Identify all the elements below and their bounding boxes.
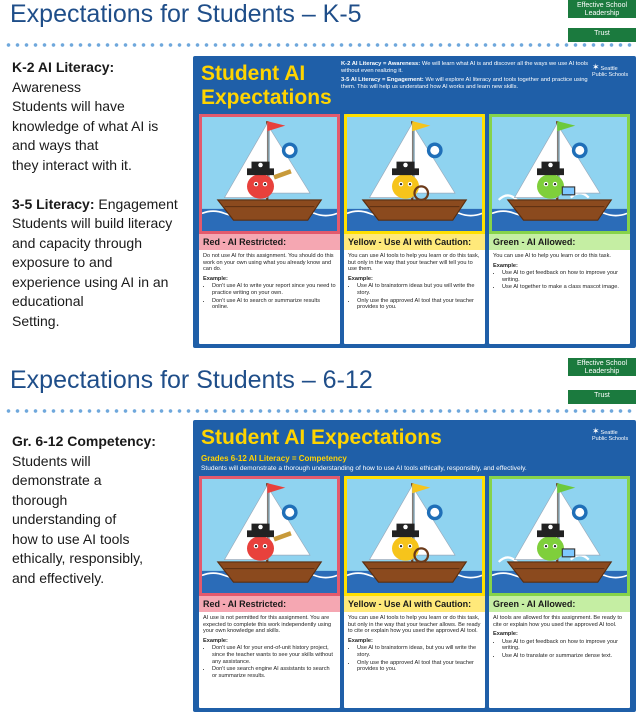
text-line: Students will build literacy [12,215,173,231]
panel-red [199,476,340,708]
text-line: Awareness [12,78,82,95]
octopus-boat-image [344,476,485,596]
octopus-boat-image [199,476,340,596]
panel-label: Red - AI Restricted: [199,596,340,612]
text-line: exposure to and [12,254,113,270]
octopus-boat-image [344,114,485,234]
poster-subtitle: Grades 6-12 AI Literacy = Competency [201,454,347,463]
panel-yellow [344,114,485,344]
pirate-boat-illustration [202,117,337,231]
example-bullet: • Use AI to brainstorm ideas but you will write the story. [357,283,481,296]
example-bullet: • Use AI together to make a class mascot image. [502,284,626,291]
text-line: understanding of [12,511,117,527]
panel-description: You can use AI tools to help you learn or do this task, but only in the way that your teacher will tell you to use them. [348,253,480,273]
example-bullet: • Don't use search engine AI assistants to search or summarize results. [212,666,336,679]
panel-body [344,250,485,344]
panel-label: Yellow - Use AI with Caution: [344,596,485,612]
pirate-boat-illustration [347,479,482,593]
tag-trust: Trust [568,28,636,42]
panel-label: Yellow - Use AI with Caution: [344,234,485,250]
star-icon: ✶ [592,62,600,72]
text-line: Setting. [12,312,60,329]
example-bullet: • Use AI to get feedback on how to improve your writing. [502,270,626,283]
example-bullet: • Only use the approved AI tool that your teacher provides to you. [357,298,481,311]
example-list [493,639,626,660]
example-heading: Example: [493,631,518,638]
panel-body [199,612,340,708]
school-logo: ✶Seattle Public Schools [592,62,629,78]
text-line: Gr. 6-12 Competency: [12,433,156,449]
panel-label: Red - AI Restricted: [199,234,340,250]
pirate-boat-illustration [492,479,627,593]
example-bullet: • Don't use AI for your end-of-unit history project, since the teacher wants to see your skills without any assistance. [212,645,336,665]
tag-effective-leadership: Effective School Leadership [568,358,636,376]
example-list [203,283,336,310]
example-heading: Example: [493,262,518,269]
example-bullet: • Don't use AI to write your report since you need to practice writing on your own. [212,283,336,296]
expectation-panels [199,114,630,344]
pirate-boat-illustration [492,117,627,231]
slide-title: Expectations for Students – 6-12 [10,366,373,394]
dotted-divider [4,42,636,48]
panel-body [344,612,485,708]
example-heading: Example: [348,637,373,644]
text-line: Students will [12,452,91,469]
panel-description: You can use AI to help you learn or do this task. [493,253,611,259]
star-icon: ✶ [592,426,600,436]
example-bullet: • Use AI to brainstorm ideas, but you will write the story. [357,645,481,658]
tag-trust: Trust [568,390,636,404]
example-list [493,270,626,291]
panel-label: Green - AI Allowed: [489,596,630,612]
text-line: 3-5 Literacy: Engagement [12,195,178,212]
text-line: knowledge of what AI is [12,117,159,134]
example-heading: Example: [203,637,228,644]
text-line: experience using AI in an [12,273,169,290]
panel-red [199,114,340,344]
text-line: and ways that [12,137,99,153]
example-bullet: • Only use the approved AI tool that your teacher provides to you. [357,660,481,673]
poster-description: K-2 AI Literacy = Awareness: We will learn what AI is and discover all the ways we use AI tools without even realizing it. 3-5 AI Literacy = Engagement: We will explore AI literacy and tools together and practice using them. This will help us understand how AI works and learn new skills. [341,61,588,90]
slide-6-12 [0,356,640,714]
example-bullet: • Use AI to translate or summarize dense text. [502,653,626,660]
panel-body [199,250,340,344]
example-heading: Example: [348,275,373,282]
text-line: demonstrate a [12,472,102,488]
example-bullet: • Use AI to get feedback on how to improve your writing. [502,639,626,652]
octopus-boat-image [199,114,340,234]
panel-label: Green - AI Allowed: [489,234,630,250]
panel-description: Do not use AI for this assignment. You should do this work on your own using what you already know and can do. [203,253,334,273]
pirate-boat-illustration [202,479,337,593]
text-line: educational [12,293,84,309]
octopus-boat-image [489,476,630,596]
panel-description: You can use AI tools to help you learn or do this task, but only in the way that your teacher allows. Be ready to cite or explain how you used the approved AI tool. [348,615,481,635]
example-heading: Example: [203,275,228,282]
text-line: how to use AI tools [12,530,130,547]
panel-green [489,476,630,708]
school-logo: ✶Seattle Public Schools [592,426,629,442]
tag-effective-leadership: Effective School Leadership [568,0,636,18]
text-line: Students will have [12,98,125,114]
slide-title: Expectations for Students – K-5 [10,0,362,28]
text-line: thorough [12,491,68,508]
panel-description: AI use is not permitted for this assignment. You are expected to complete this work independently using your own knowledge and skills. [203,615,332,635]
example-list [203,645,336,679]
panel-yellow [344,476,485,708]
expectation-panels [199,476,630,708]
panel-description: AI tools are allowed for this assignment. Be ready to cite or explain how you used the approved AI tool. [493,615,623,628]
example-list [348,645,481,672]
poster-description: Students will demonstrate a thorough understanding of how to use AI tools ethically, responsibly, and effectively. [201,465,527,472]
example-list [348,283,481,310]
dotted-divider [4,408,636,414]
slide-k5 [0,0,640,352]
text-line: and capacity through [12,234,142,251]
panel-green [489,114,630,344]
text-line: K-2 AI Literacy: [12,59,115,75]
panel-body [489,250,630,344]
panel-body [489,612,630,708]
literacy-description [12,58,178,331]
poster-title: Student AI Expectations [201,62,332,109]
poster-title: Student AI Expectations [201,426,442,449]
pirate-boat-illustration [347,117,482,231]
poster-k5 [193,56,636,348]
competency-description [12,432,156,588]
text-line: and effectively. [12,569,105,586]
text-line: ethically, responsibly, [12,550,143,566]
example-bullet: • Don't use AI to search or summarize results online. [212,298,336,311]
octopus-boat-image [489,114,630,234]
poster-6-12 [193,420,636,712]
text-line: they interact with it. [12,156,132,173]
text-line [12,175,178,195]
